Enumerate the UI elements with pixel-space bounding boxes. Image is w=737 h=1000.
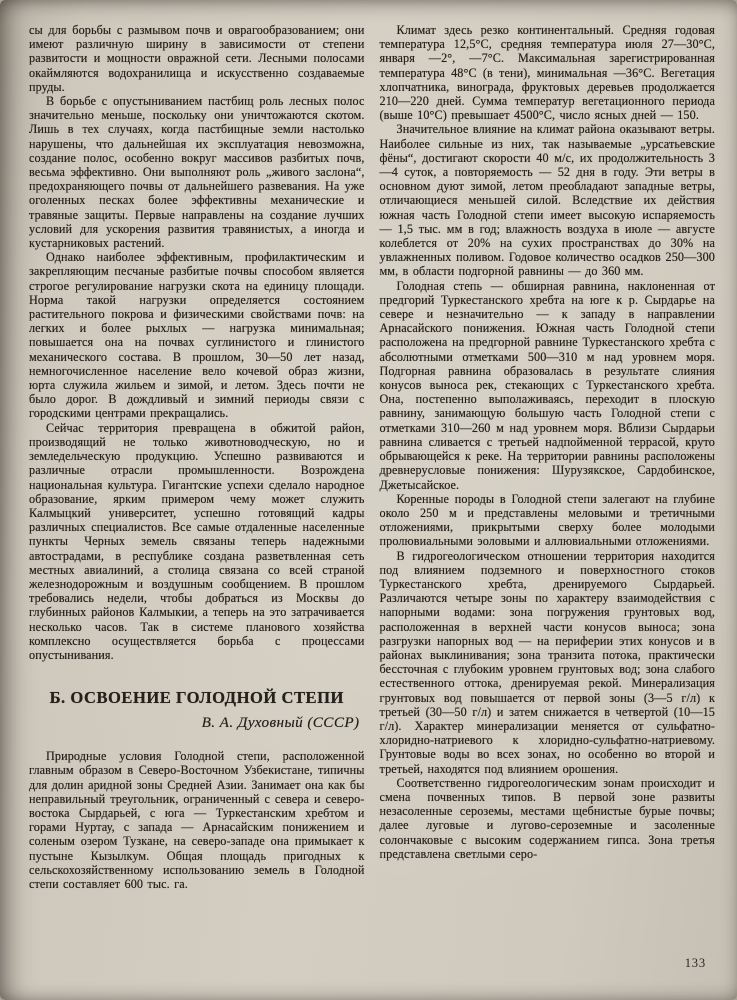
paragraph: Однако наиболее эффективным, профилактическим и закрепляющим песчаные разбитые почвы способом является строгое регулирование нагрузки скота на единицу площади. Норма такой нагрузки определяется состоянием растительного покрова и физическими свойствами почв: на легких и более рыхлых — нагрузка минимальная; повышается она на почвах суглинистого и глинистого механического состава. В прошлом, 30—50 лет назад, немногочисленное население вело кочевой образ жизни, юрта служила жильем и зимой, и летом. Здесь почти не было дорог. В дождливый и зимний периоды связи с городскими центрами прекращались.: [29, 250, 365, 421]
author-byline: В. А. Духовный (СССР): [201, 714, 360, 732]
paragraph: В борьбе с опустыниванием пастбищ роль лесных полос значительно меньше, поскольку они уничтожаются скотом. Лишь в тех случаях, когда пастбищные земли настолько нарушены, что дальнейшая их эксплуатация невозможна, создание полос, особенно вокруг массивов разбитых почв, весьма эффективно. Они выполняют роль „живого заслона“, предохраняющего почвы от дальнейшего развевания. На уже оголенных песках более эффективны механические и травяные защиты. Первые направлены на создание лучших условий для ускорения развития травянистых, а иногда и кустарниковых растений.: [29, 94, 365, 251]
paragraph: Климат здесь резко континентальный. Средняя годовая температура 12,5°С, средняя температура июля 27—30°С, января —2°, —7°С. Максимальная зарегистрированная температура 48°С (в тени), минимальная —36°С. Вегетация хлопчатника, винограда, фруктовых деревьев продолжается 210—220 дней. Сумма температур вегетационного периода (выше 10°С) превышает 4500°С, число ясных дней — 150.: [379, 23, 715, 123]
paragraph: Значительное влияние на климат района оказывают ветры. Наиболее сильные из них, так называемые „урсатьевские фёны“, достигают скорости 40 м/с, их продолжительность 3—4 суток, а повторяемость — 52 дня в году. Эти ветры в основном дуют зимой, летом преобладают западные ветры, отличающиеся меньшей силой. Вследствие их действия южная часть Голодной степи имеет высокую испаряемость — 1,5 тыс. мм в год; влажность воздуха в июле — августе колеблется от 20% на сухих пространствах до 30% на увлажненных поливом. Годовое количество осадков 250—300 мм, в области подгорной равнины — до 360 мм.: [379, 122, 715, 279]
paragraph: Природные условия Голодной степи, расположенной главным образом в Северо-Восточном Узбекистане, типичны для долин аридной зоны Средней Азии. Занимает она как бы неправильный треугольник, ограниченный с севера и северо-востока Сырдарьей, с юга — Туркестанским хребтом и горами Нуртау, с запада — Арнасайским понижением и соленым озером Тузкане, на северо-западе она примыкает к пустыне Кызылкум. Общая площадь пригодных к сельскохозяйственному использованию земель в Голодной степи составляет 600 тыс. га.: [29, 749, 365, 891]
page-number: 133: [684, 955, 706, 970]
left-column: [29, 23, 365, 891]
paragraph: В гидрогеологическом отношении территория находится под влиянием подземного и поверхностного стоков Туркестанского хребта, дренируемого Сырдарьей. Различаются четыре зоны по характеру взаимодействия с напорными водами: зона погружения грунтовых вод, расположенная в верхней части конусов выноса; зона разгрузки напорных вод — на периферии этих конусов и в районах выклинивания; зона транзита потока, практически бессточная с глубоким уровнем грунтовых вод; зона слабого естественного оттока, дренируемая рекой. Минерализация грунтовых вод повышается от первой зоны (3—5 г/л) к третьей (30—50 г/л) и затем снижается в четвертой (10—15 г/л). Характер минерализации меняется от сульфатно-хлоридно-натриевого к хлоридно-сульфатно-натриевому. Грунтовые воды во всех зонах, но особенно во второй и третьей, находятся под влиянием орошения.: [379, 548, 715, 776]
paragraph: Соответственно гидрогеологическим зонам происходит и смена почвенных типов. В первой зоне развиты незасоленные сероземы, местами щебнистые бурые почвы; далее луговые и лугово-сероземные и засоленные солончаковые с высоким содержанием гипса. Зона третья представлена светлыми серо-: [379, 775, 715, 861]
paragraph: Голодная степь — обширная равнина, наклоненная от предгорий Туркестанского хребта на юге к р. Сырдарье на севере и незначительно — к западу в направлении Арнасайского понижения. Южная часть Голодной степи расположена на предгорной равнине Туркестанского хребта с абсолютными отметками 500—310 м над уровнем моря. Подгорная равнина образовалась в результате слияния конусов выноса рек, стекающих с Туркестанского хребта. Она, постепенно выполаживаясь, переходит в плоскую равнину, занимающую большую часть Голодной степи с отметками 310—260 м над уровнем моря. Вблизи Сырдарьи равнина сливается с третьей надпойменной террасой, круто обрывающейся к реке. На территории равнины расположены древнерусловые понижения: Шурузякское, Сардобинское, Джетысайское.: [379, 278, 715, 492]
paragraph: Сейчас территория превращена в обжитой район, производящий не только животноводческую, но и земледельческую продукцию. Успешно развиваются и различные отрасли промышленности. Возрождена национальная культура. Гигантские успехи сделало народное образование, ярким примером чему может служить Калмыцкий университет, успешно готовящий кадры различных специалистов. Все самые отдаленные населенные пункты Черных земель связаны теперь надежными автострадами, в республике создана разветвленная сеть местных авиалиний, а столица связана со всей страной железнодорожным и воздушным сообщением. В прошлом требовались недели, чтобы добраться из Москвы до глубинных районов Калмыкии, а теперь на это затрачивается несколько часов. Так в системе планового хозяйства комплексно осуществляется борьба с процессами опустынивания.: [29, 420, 365, 662]
section-heading: Б. ОСВОЕНИЕ ГОЛОДНОЙ СТЕПИ: [49, 688, 344, 708]
right-column: [380, 23, 716, 891]
paragraph: Коренные породы в Голодной степи залегают на глубине около 250 м и представлены меловыми и третичными отложениями, прикрытыми сверху более молодыми пролювиальными эоловыми и аллювиальными отложениями.: [379, 491, 715, 549]
paragraph: сы для борьбы с размывом почв и оврагообразованием; они имеют различную ширину в зависимости от степени развитости и мощности овражной сети. Лесными полосами окаймляются водохранилища и искусственно создаваемые пруды.: [29, 23, 365, 94]
